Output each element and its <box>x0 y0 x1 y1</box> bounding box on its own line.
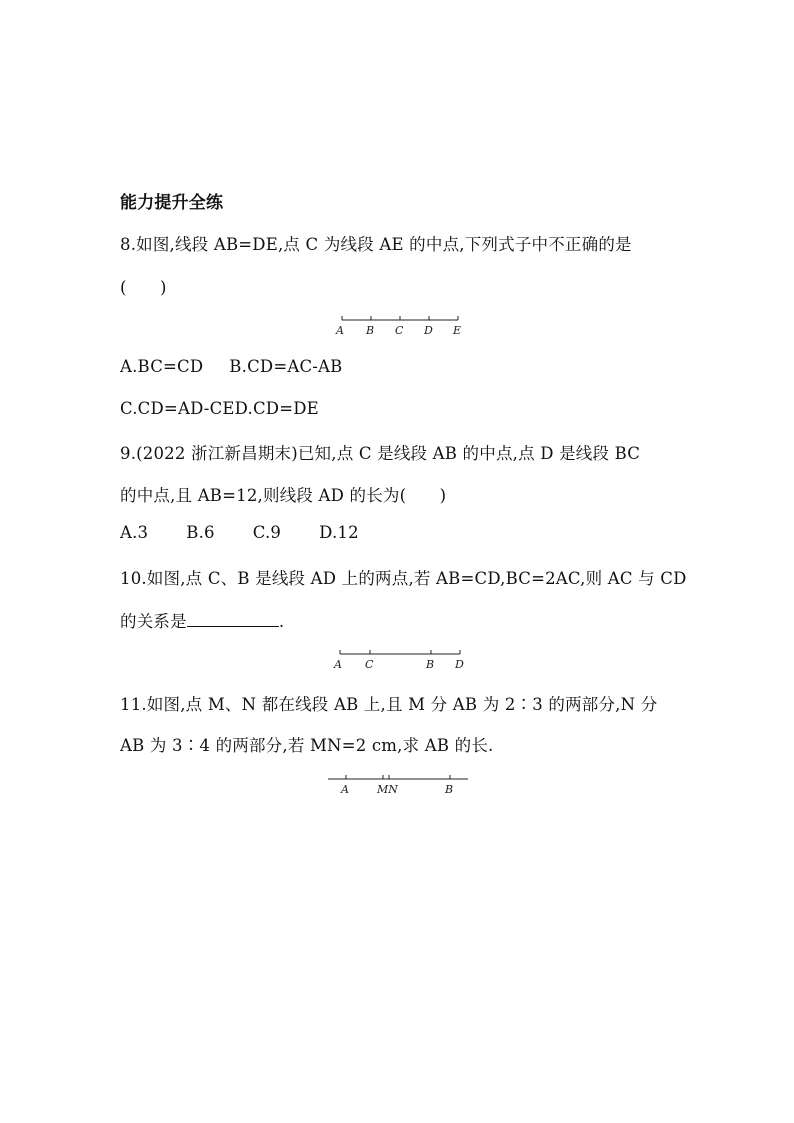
q8-label-b: B <box>366 324 375 337</box>
q11-label-a: A <box>341 783 349 796</box>
q10-answer-blank[interactable] <box>187 612 279 627</box>
q11-stem-line2: AB 为 3∶4 的两部分,若 MN=2 cm,求 AB 的长. <box>120 736 494 755</box>
q8-label-d: D <box>424 324 433 337</box>
q11-label-b: B <box>445 783 454 796</box>
q8-option-d: D.CD=DE <box>234 399 319 418</box>
q9-option-b: B.6 <box>186 523 215 542</box>
q9-options <box>120 523 359 542</box>
q9-option-d: D.12 <box>319 523 359 542</box>
q8-option-c: C.CD=AD-CE <box>120 399 235 418</box>
q10-label-c: C <box>365 658 374 671</box>
q10-label-b: B <box>426 658 435 671</box>
q10-stem-line2 <box>120 608 284 632</box>
q11-label-mn: MN <box>377 783 398 796</box>
q8-stem-line2: ( ) <box>120 278 167 297</box>
q9-option-c: C.9 <box>252 523 282 542</box>
q9-stem-line1: 9.(2022 浙江新昌期末)已知,点 C 是线段 AB 的中点,点 D 是线段 BC <box>120 444 641 463</box>
q10-label-a: A <box>334 658 342 671</box>
q10-stem-suffix: . <box>278 612 285 631</box>
q10-figure <box>330 646 470 672</box>
section-title: 能力提升全练 <box>120 193 224 213</box>
q9-option-a: A.3 <box>120 523 149 542</box>
q8-label-e: E <box>453 324 462 337</box>
q10-label-d: D <box>455 658 464 671</box>
q11-figure <box>326 772 472 798</box>
q10-stem-line1: 10.如图,点 C、B 是线段 AD 上的两点,若 AB=CD,BC=2AC,则 AC 与 CD <box>120 569 687 588</box>
q8-options-row1 <box>120 357 343 376</box>
q8-label-c: C <box>395 324 404 337</box>
q8-stem-line1: 8.如图,线段 AB=DE,点 C 为线段 AE 的中点,下列式子中不正确的是 <box>120 235 632 254</box>
q9-stem-line2: 的中点,且 AB=12,则线段 AD 的长为( ) <box>120 486 447 505</box>
q8-label-a: A <box>336 324 344 337</box>
q10-stem-prefix: 的关系是 <box>120 612 187 631</box>
q11-stem-line1: 11.如图,点 M、N 都在线段 AB 上,且 M 分 AB 为 2∶3 的两部分,N 分 <box>120 695 658 714</box>
q8-figure <box>330 312 470 338</box>
q8-option-a: A.BC=CD <box>120 357 204 376</box>
q8-options-row2 <box>120 399 319 418</box>
q8-option-b: B.CD=AC-AB <box>229 357 343 376</box>
